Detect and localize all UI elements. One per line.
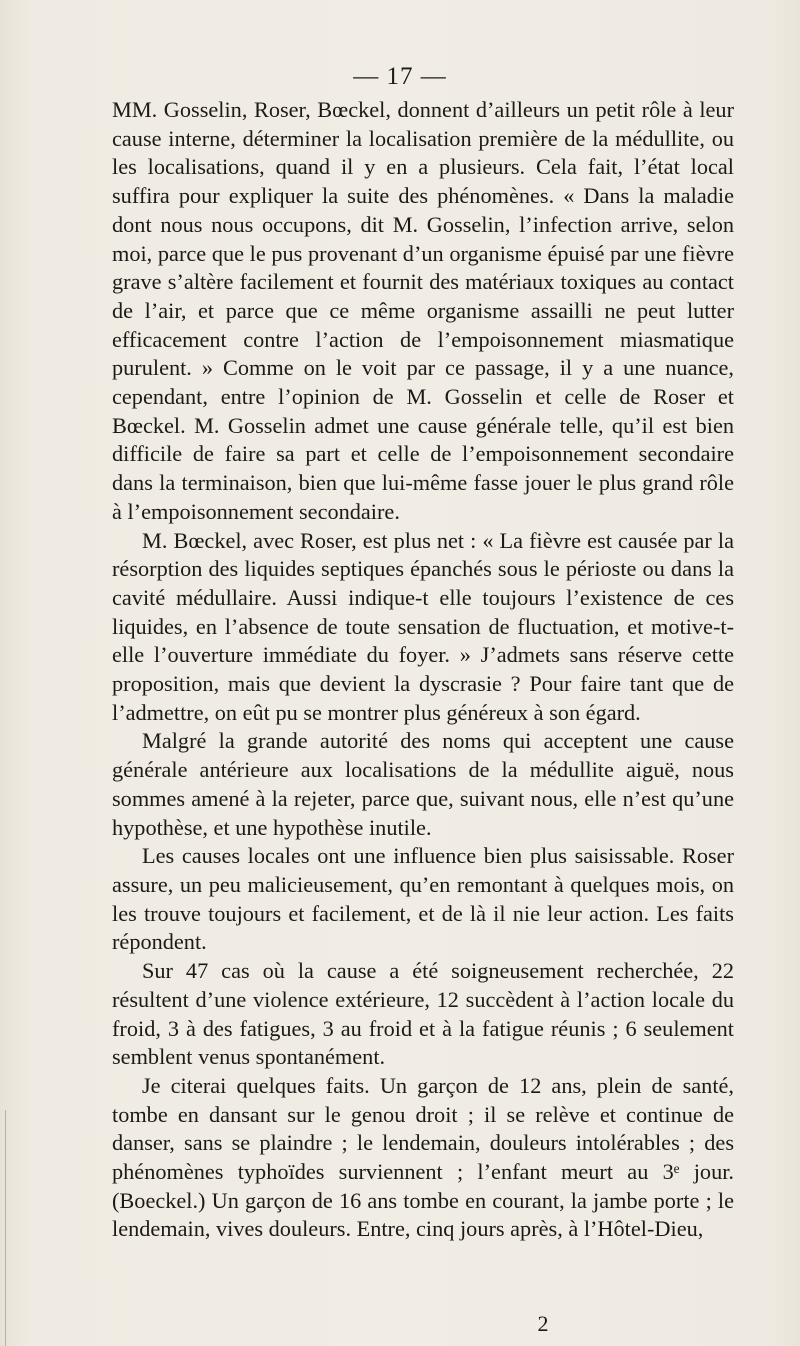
body-text: [112, 96, 734, 1244]
paragraph-4: Les causes locales ont une influence bien plus saisissable. Roser assure, un peu malicieusement, qu’en remontant à quelques mois, on les trouve toujours et facilement, et de là il nie leur action. Les faits répondent.: [112, 843, 734, 955]
paragraph-6: Je citerai quelques faits. Un garçon de 12 ans, plein de santé, tombe en dansant sur le genou droit ; il se relève et continue de danser, sans se plaindre ; le lendemain, douleurs intolérables ; des phénomènes typhoïdes surviennent ; l’enfant meurt au 3ᵉ jour. (Boeckel.) Un garçon de 16 ans tombe en courant, la jambe porte ; le lendemain, vives douleurs. Entre, cinq jours après, à l’Hôtel-Dieu,: [112, 1072, 734, 1242]
signature-mark: 2: [537, 1311, 549, 1336]
paragraph-1: MM. Gosselin, Roser, Bœckel, donnent d’ailleurs un petit rôle à leur cause interne, déterminer la localisation première de la médullite, ou les localisations, quand il y en a plusieurs. Cela fait, l’état local suffira pour expliquer la suite des phénomènes. « Dans la maladie dont nous nous occupons, dit M. Gosselin, l’infection arrive, selon moi, parce que le pus provenant d’un organisme épuisé par une fièvre grave s’altère facilement et fournit des matériaux toxiques au contact de l’air, et parce que ce même organisme assailli ne peut lutter efficacement contre l’action de l’empoisonnement miasmatique purulent. » Comme on le voit par ce passage, il y a une nuance, cependant, entre l’opinion de M. Gosselin et celle de Roser et Bœckel. M. Gosselin admet une cause générale telle, qu’il est bien difficile de faire sa part et celle de l’empoisonnement secondaire dans la terminaison, bien que lui-même fasse jouer le plus grand rôle à l’empoisonnement secondaire.: [112, 97, 734, 524]
paragraph-3: Malgré la grande autorité des noms qui acceptent une cause générale antérieure aux localisations de la médullite aiguë, nous sommes amené à la rejeter, parce que, suivant nous, elle n’est qu’une hypothèse, et une hypothèse inutile.: [112, 728, 734, 840]
page-number: — 17 —: [353, 63, 447, 90]
paragraph-2: M. Bœckel, avec Roser, est plus net : « La fièvre est causée par la résorption des liquides septiques épanchés sous le périoste ou dans la cavité médullaire. Aussi indique-t elle toujours l’existence de ces liquides, en l’absence de toute sensation de fluctuation, et motive-t-elle l’ouverture immédiate du foyer. » J’admets sans réserve cette proposition, mais que devient la dyscrasie ? Pour faire tant que de l’admettre, on eût pu se montrer plus généreux à son égard.: [112, 527, 734, 725]
paragraph-5: Sur 47 cas où la cause a été soigneusement recherchée, 22 résultent d’une violence extérieure, 12 succèdent à l’action locale du froid, 3 à des fatigues, 3 au froid et à la fatigue réunis ; 6 seulement semblent venus spontanément.: [112, 958, 734, 1070]
